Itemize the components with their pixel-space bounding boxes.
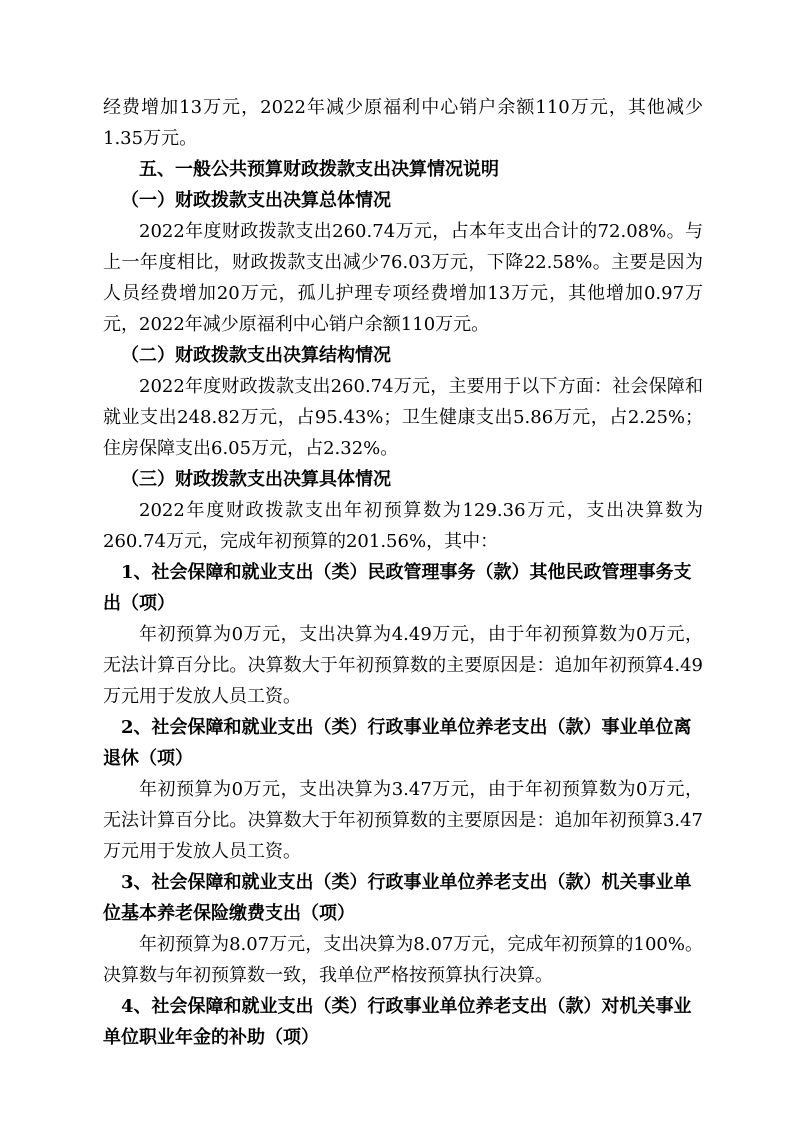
section-heading-5: 五、一般公共预算财政拨款支出决算情况说明 — [139, 159, 499, 180]
paragraph-item-2: 年初预算为0万元，支出决算为3.47万元，由于年初预算数为0万元，无法计算百分比。决算数大于年初预算数的主要原因是：追加年初预算3.47万元用于发放人员工资。 — [103, 779, 703, 862]
paragraph-item-3: 年初预算为8.07万元，支出决算为8.07万元，完成年初预算的100%。决算数与年初预算数一致，我单位严格按预算执行决算。 — [103, 934, 703, 986]
paragraph-detail: 2022年度财政拨款支出年初预算数为129.36万元，支出决算数为260.74万元，完成年初预算的201.56%，其中： — [103, 500, 703, 552]
subsection-heading-1: （一）财政拨款支出决算总体情况 — [121, 190, 391, 211]
item-heading-3: 3、社会保障和就业支出（类）行政事业单位养老支出（款）机关事业单位基本养老保险缴费支出（项） — [103, 872, 692, 924]
paragraph-structure: 2022年度财政拨款支出260.74万元，主要用于以下方面：社会保障和就业支出248.82万元，占95.43%；卫生健康支出5.86万元，占2.25%；住房保障支出6.05万元，占2.32%。 — [103, 376, 703, 459]
subsection-heading-3: （三）财政拨款支出决算具体情况 — [121, 469, 391, 490]
item-heading-4: 4、社会保障和就业支出（类）行政事业单位养老支出（款）对机关事业单位职业年金的补助（项） — [103, 996, 692, 1048]
document-body — [103, 92, 703, 1053]
item-heading-1: 1、社会保障和就业支出（类）民政管理事务（款）其他民政管理事务支出（项） — [103, 562, 692, 614]
subsection-heading-2: （二）财政拨款支出决算结构情况 — [121, 345, 391, 366]
item-heading-2: 2、社会保障和就业支出（类）行政事业单位养老支出（款）事业单位离退休（项） — [103, 717, 692, 769]
paragraph-overall: 2022年度财政拨款支出260.74万元，占本年支出合计的72.08%。与上一年度相比，财政拨款支出减少76.03万元，下降22.58%。主要是因为人员经费增加20万元，孤儿护理专项经费增加13万元，其他增加0.97万元，2022年减少原福利中心销户余额110万元。 — [103, 221, 703, 335]
paragraph-item-1: 年初预算为0万元，支出决算为4.49万元，由于年初预算数为0万元，无法计算百分比。决算数大于年初预算数的主要原因是：追加年初预算4.49万元用于发放人员工资。 — [103, 624, 703, 707]
paragraph-continuation: 经费增加13万元，2022年减少原福利中心销户余额110万元，其他减少1.35万元。 — [103, 97, 703, 149]
